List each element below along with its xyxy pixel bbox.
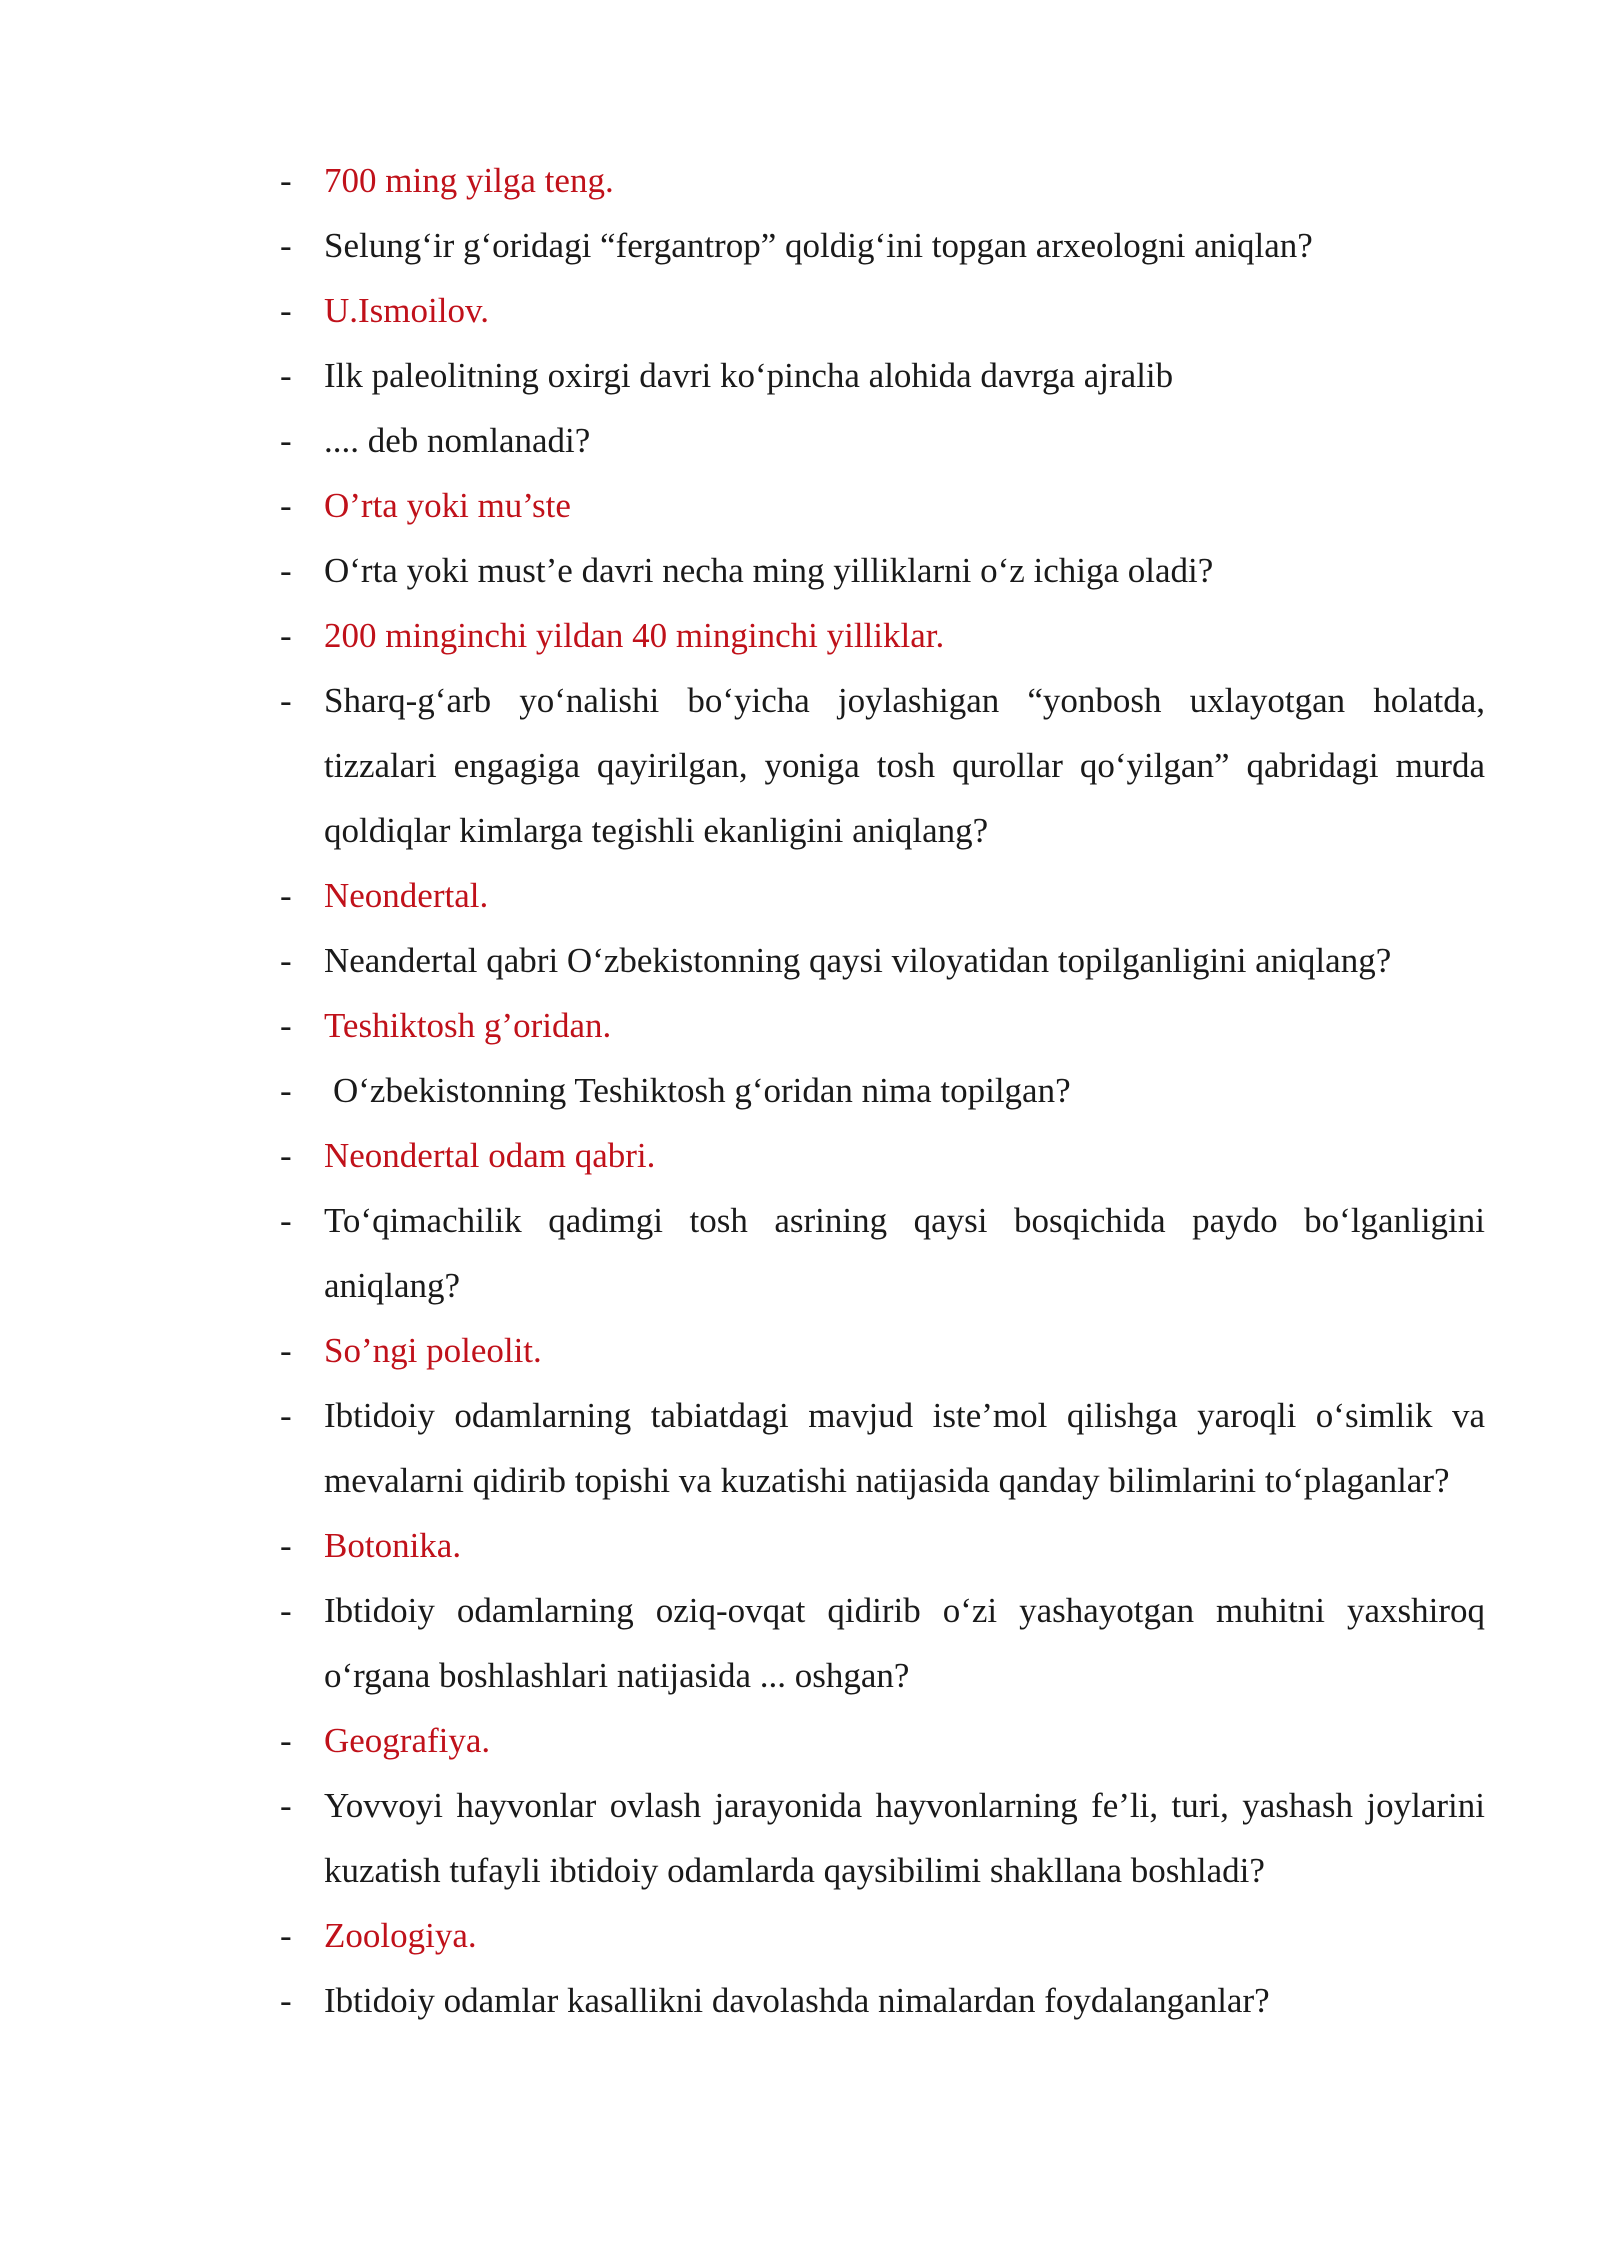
dash-bullet: - [280,1201,292,1240]
dash-bullet: - [280,551,292,590]
question-item [272,408,1485,473]
answer-item [272,863,1485,928]
dash-bullet: - [280,876,292,915]
answer-item [272,603,1485,668]
answer-text: So’ngi poleolit. [324,1331,542,1370]
dash-bullet: - [280,1981,292,2020]
answer-item [272,1123,1485,1188]
dash-bullet: - [280,1136,292,1175]
answer-item [272,1513,1485,1578]
answer-item [272,1708,1485,1773]
question-text: Ilk paleolitning oxirgi davri ko‘pincha alohida davrga ajralib [324,356,1174,395]
answer-item [272,1903,1485,1968]
dash-bullet: - [280,681,292,720]
question-item [272,213,1485,278]
question-item [272,928,1485,993]
answer-item [272,473,1485,538]
dash-bullet: - [280,1786,292,1825]
answer-text: 700 ming yilga teng. [324,161,614,200]
answer-text: Neondertal. [324,876,489,915]
dash-bullet: - [280,1331,292,1370]
question-item [272,668,1485,863]
question-item [272,1968,1485,2033]
question-text: Ibtidoiy odamlarning tabiatdagi mavjud iste’mol qilishga yaroqli o‘simlik va mevalarni qidirib topishi va kuzatishi natijasida qanday bilimlarini to‘plaganlar? [324,1396,1485,1500]
question-text: Ibtidoiy odamlarning oziq-ovqat qidirib o‘zi yashayotgan muhitni yaxshiroq o‘rgana boshlashlari natijasida ... oshgan? [324,1591,1485,1695]
question-text: Neandertal qabri O‘zbekistonning qaysi viloyatidan topilganligini aniqlang? [324,941,1392,980]
answer-item [272,1318,1485,1383]
dash-bullet: - [280,421,292,460]
answer-text: Neondertal odam qabri. [324,1136,656,1175]
question-item [272,538,1485,603]
answer-text: Zoologiya. [324,1916,477,1955]
dash-bullet: - [280,1006,292,1045]
dash-bullet: - [280,1071,292,1110]
question-text: Ibtidoiy odamlar kasallikni davolashda nimalardan foydalanganlar? [324,1981,1270,2020]
dash-bullet: - [280,356,292,395]
dash-bullet: - [280,291,292,330]
answer-item [272,278,1485,343]
dash-bullet: - [280,226,292,265]
dash-bullet: - [280,1526,292,1565]
question-text: Sharq-g‘arb yo‘nalishi bo‘yicha joylashigan “yonbosh uxlayotgan holatda, tizzalari engagiga qayirilgan, yoniga tosh qurollar qo‘yilgan” qabridagi murda qoldiqlar kimlarga tegishli ekanligini aniqlang? [324,681,1485,850]
dash-bullet: - [280,1721,292,1760]
answer-text: O’rta yoki mu’ste [324,486,571,525]
dash-bullet: - [280,161,292,200]
question-item [272,1773,1485,1903]
question-text: Yovvoyi hayvonlar ovlash jarayonida hayvonlarning fe’li, turi, yashash joylarini kuzatish tufayli ibtidoiy odamlarda qaysibilimi shakllana boshladi? [324,1786,1485,1890]
question-text: To‘qimachilik qadimgi tosh asrining qaysi bosqichida paydo bo‘lganligini aniqlang? [324,1201,1485,1305]
dash-bullet: - [280,486,292,525]
answer-text: Teshiktosh g’oridan. [324,1006,612,1045]
question-item [272,1188,1485,1318]
answer-item [272,993,1485,1058]
dash-bullet: - [280,1591,292,1630]
question-item [272,1383,1485,1513]
dash-bullet: - [280,1396,292,1435]
answer-item [272,148,1485,213]
question-item [272,1058,1485,1123]
question-item [272,343,1485,408]
question-text: O‘zbekistonning Teshiktosh g‘oridan nima topilgan? [333,1071,1071,1110]
question-text: .... deb nomlanadi? [324,421,591,460]
qa-list [272,148,1485,2033]
dash-bullet: - [280,616,292,655]
question-text: Selung‘ir g‘oridagi “fergantrop” qoldig‘ini topgan arxeologni aniqlan? [324,226,1313,265]
answer-text: Geografiya. [324,1721,491,1760]
answer-text: U.Ismoilov. [324,291,489,330]
question-text: O‘rta yoki must’e davri necha ming yilliklarni o‘z ichiga oladi? [324,551,1214,590]
dash-bullet: - [280,1916,292,1955]
answer-text: Botonika. [324,1526,462,1565]
dash-bullet: - [280,941,292,980]
answer-text: 200 minginchi yildan 40 minginchi yilliklar. [324,616,945,655]
question-item [272,1578,1485,1708]
